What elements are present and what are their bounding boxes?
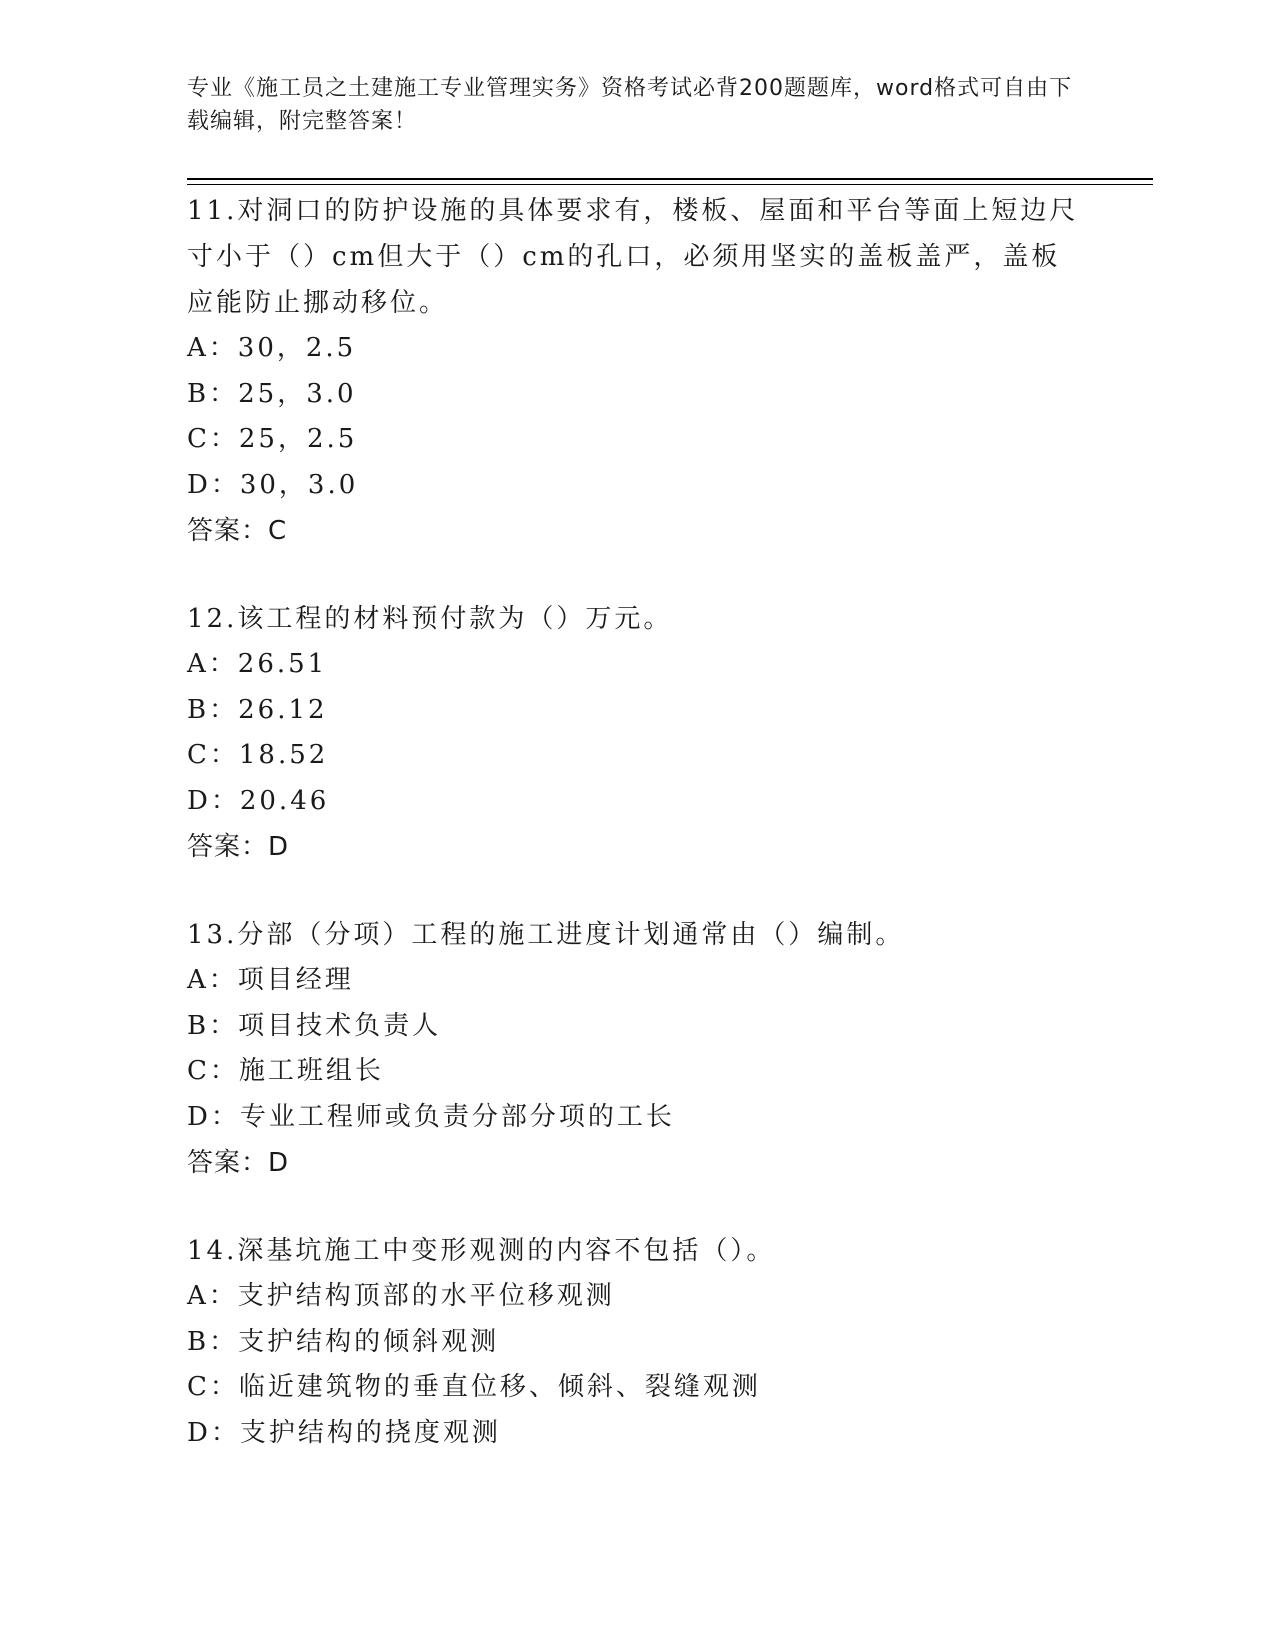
answer-line: 答案：D	[187, 1148, 290, 1178]
question-14	[187, 1228, 1087, 1456]
document-header: 专业《施工员之土建施工专业管理实务》资格考试必背200题题库，word格式可自由下载编辑，附完整答案！	[187, 76, 1073, 134]
option-d: D：支护结构的挠度观测	[187, 1417, 501, 1448]
header-divider-thin	[187, 184, 1153, 185]
option-c: C：18.52	[187, 740, 329, 770]
question-stem: 13.分部（分项）工程的施工进度计划通常由（）编制。	[187, 920, 905, 950]
option-a: A：30，2.5	[187, 333, 357, 363]
question-stem: 11.对洞口的防护设施的具体要求有，楼板、屋面和平台等面上短边尺寸小于（）cm但大于（）cm的孔口，必须用坚实的盖板盖严，盖板应能防止挪动移位。	[187, 196, 1079, 318]
question-stem: 12.该工程的材料预付款为（）万元。	[187, 604, 673, 634]
option-b: B：25，3.0	[187, 378, 357, 409]
option-b: B：支护结构的倾斜观测	[187, 1326, 500, 1357]
option-c: C：25，2.5	[187, 424, 358, 454]
question-12	[187, 596, 1087, 870]
option-d: D：30，3.0	[187, 469, 359, 500]
option-b: B：项目技术负责人	[187, 1010, 442, 1041]
option-d: D：20.46	[187, 785, 330, 816]
answer-line: 答案：D	[187, 832, 290, 862]
option-d: D：专业工程师或负责分部分项的工长	[187, 1101, 675, 1132]
header-divider-thick	[187, 178, 1153, 180]
option-b: B：26.12	[187, 694, 328, 725]
option-a: A：26.51	[187, 649, 328, 679]
question-list	[187, 188, 1087, 1498]
answer-line: 答案：C	[187, 516, 288, 546]
question-13	[187, 912, 1087, 1186]
option-c: C：临近建筑物的垂直位移、倾斜、裂缝观测	[187, 1372, 761, 1402]
option-c: C：施工班组长	[187, 1056, 384, 1086]
option-a: A：支护结构顶部的水平位移观测	[187, 1281, 615, 1311]
question-11	[187, 188, 1087, 554]
question-stem: 14.深基坑施工中变形观测的内容不包括（）。	[187, 1236, 776, 1266]
option-a: A：项目经理	[187, 965, 354, 995]
